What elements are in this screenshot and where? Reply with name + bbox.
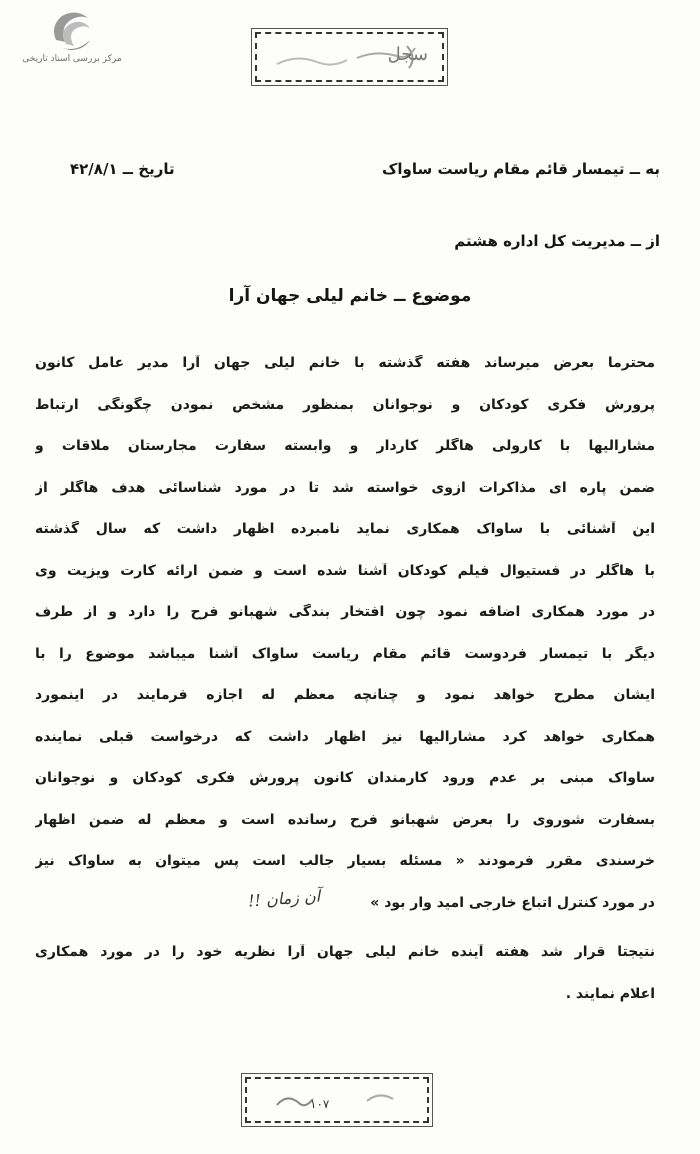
body-line: در مورد همکاری اضافه نمود چون افتخار بندگی شهبانو فرح را دارد و از طرف — [35, 604, 655, 620]
body-line: با هاگلر در فستیوال فیلم کودکان آشنا شده است و ضمن ارائه کارت ویزیت وی — [35, 562, 655, 579]
body-line: بسفارت شوروی را بعرض شهبانو فرح رسانده است و معظم له ضمن اظهار — [35, 811, 655, 828]
bottom-stamp-ref: ۱۰۷ — [310, 1097, 330, 1111]
body-line: همکاری خواهد کرد مشارالیها نیز اظهار داشت که درخواست قبلی نماینده — [35, 728, 655, 745]
body-line: نتیجتا قرار شد هفته آینده خانم لیلی جهان آرا نظریه خود را در مورد همکاری — [35, 944, 655, 960]
body-line: ایشان مطرح خواهد نمود و چنانچه معظم له اجازه فرمایند در اینمورد — [35, 687, 655, 703]
body-line: این آشنائی با ساواک همکاری نماید نامبرده اظهار داشت که سال گذشته — [35, 521, 655, 537]
archive-org-name: مرکز بررسی اسناد تاریخی — [22, 54, 122, 64]
top-stamp-text: سجل — [387, 44, 428, 65]
body-line: ضمن پاره ای مذاکرات ازوی خواسته شد تا در مورد شناسائی هدف هاگلر از — [35, 479, 655, 496]
body-line: خرسندی مقرر فرمودند « مسئله بسیار جالب است پس میتوان به ساواک نیز — [35, 853, 655, 869]
recipient-line: به ــ تیمسار قائم مقام ریاست ساواک — [382, 160, 660, 178]
body-line: محترما بعرض میرساند هفته گذشته با خانم لیلی جهان آرا مدیر عامل کانون — [35, 355, 655, 371]
body-line: اعلام نمایند . — [565, 985, 655, 1002]
handwritten-note: آن زمان !! — [247, 886, 321, 911]
subject-line: موضوع ــ خانم لیلی جهان آرا — [228, 286, 472, 306]
top-stamp-box — [255, 32, 444, 82]
body-line: ساواک مبنی بر عدم ورود کارمندان کانون پرورش فکری کودکان و نوجوانان — [35, 770, 655, 786]
archive-logo-icon — [48, 10, 94, 52]
bottom-stamp-box — [245, 1077, 429, 1123]
body-line: در مورد کنترل اتباع خارجی امید وار بود » — [370, 894, 655, 911]
sender-line: از ــ مدیریت کل اداره هشتم — [454, 232, 660, 250]
body-line: مشارالیها با کارولی هاگلر کاردار و وابسته سفارت مجارستان ملاقات و — [35, 438, 655, 454]
body-line: دیگر با تیمسار فردوست قائم مقام ریاست ساواک آشنا میباشد موضوع را با — [35, 645, 655, 662]
body-line: پرورش فکری کودکان و نوجوانان بمنظور مشخص نمودن چگونگی ارتباط — [35, 396, 655, 413]
stamp-scribble-icon — [247, 1079, 427, 1121]
archive-logo — [10, 10, 130, 70]
date-line: تاریخ ــ ۴۲/۸/۱ — [70, 160, 175, 178]
